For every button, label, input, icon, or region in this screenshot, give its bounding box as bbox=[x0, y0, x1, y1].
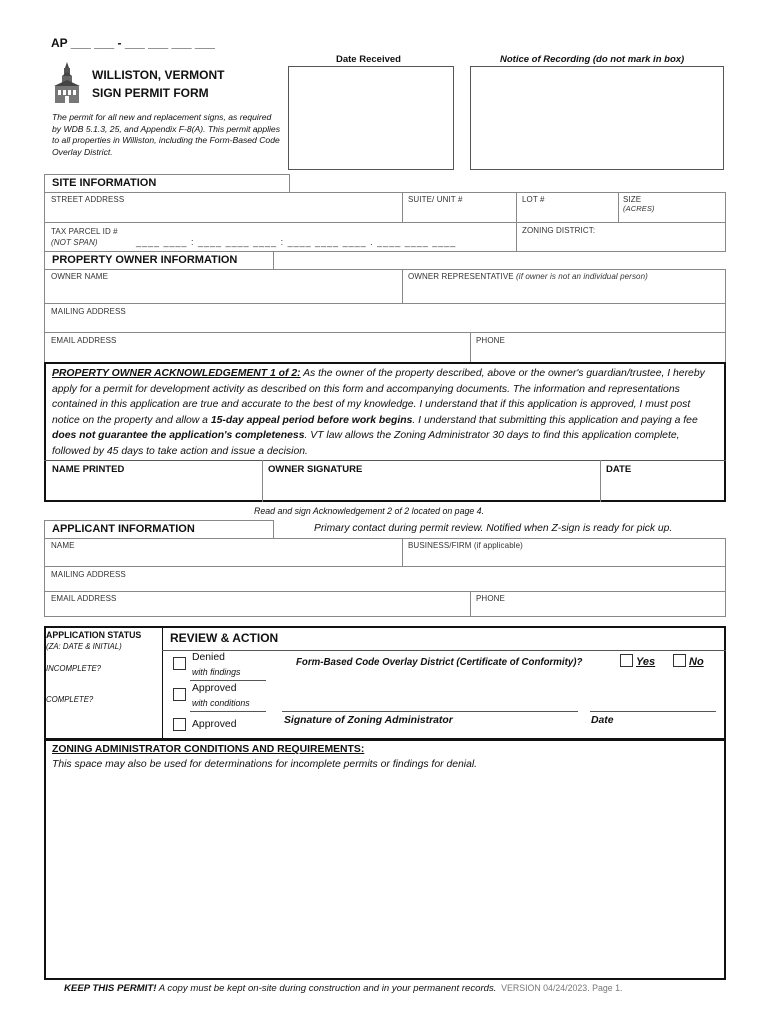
keep-permit-label: KEEP THIS PERMIT! bbox=[64, 983, 157, 994]
denied-checkbox[interactable] bbox=[173, 657, 186, 670]
fbc-no-checkbox[interactable] bbox=[673, 654, 686, 667]
applicant-email-field[interactable]: EMAIL ADDRESS bbox=[51, 594, 117, 603]
version-label: VERSION 04/24/2023. Page 1. bbox=[501, 983, 623, 993]
owner-mailing-field[interactable]: MAILING ADDRESS bbox=[51, 307, 126, 316]
complete-label[interactable]: COMPLETE? bbox=[46, 695, 94, 704]
date-received-label: Date Received bbox=[336, 54, 401, 65]
applicant-phone-field[interactable]: PHONE bbox=[476, 594, 505, 603]
ack-title: PROPERTY OWNER ACKNOWLEDGEMENT 1 of 2: bbox=[52, 368, 301, 379]
acknowledgement-text: PROPERTY OWNER ACKNOWLEDGEMENT 1 of 2: As the owner of the property described, above or the owner's guardian/trustee, I hereby apply for a permit for development activity as described on this form and accompanying documents. The information and representations contained in this application are true and accurate to the best of my knowledge. I understand that if this application is approved, I must post notice on the property and allow a 15-day appeal period before work begins. I understand that submitting this application and paying a fee does not guarantee the application's completeness. VT law allows the Zoning Administrator 30 days to find this application complete, followed by 45 days to take action and issue a decision. bbox=[52, 368, 705, 457]
approved-label: Approved bbox=[192, 683, 237, 694]
owner-info-title: PROPERTY OWNER INFORMATION bbox=[52, 254, 238, 266]
zoning-district-field[interactable]: ZONING DISTRICT: bbox=[522, 226, 596, 235]
ack-date-field[interactable]: DATE bbox=[606, 464, 632, 475]
form-title: SIGN PERMIT FORM bbox=[92, 86, 209, 100]
review-action-title: REVIEW & ACTION bbox=[170, 631, 279, 645]
lot-number-field[interactable]: LOT # bbox=[522, 195, 545, 204]
size-unit-label: (ACRES) bbox=[623, 204, 655, 213]
suite-unit-field[interactable]: SUITE/ UNIT # bbox=[408, 195, 463, 204]
owner-email-field[interactable]: EMAIL ADDRESS bbox=[51, 336, 117, 345]
ack-page4-note: Read and sign Acknowledgement 2 of 2 located on page 4. bbox=[254, 506, 485, 516]
tax-parcel-label: TAX PARCEL ID # bbox=[51, 227, 118, 236]
owner-name-field[interactable]: OWNER NAME bbox=[51, 272, 108, 281]
application-status-sub: (ZA: DATE & INITIAL) bbox=[46, 642, 122, 651]
with-conditions-label: with conditions bbox=[192, 698, 250, 708]
applicant-info-title: APPLICANT INFORMATION bbox=[52, 523, 195, 535]
applicant-contact-note: Primary contact during permit review. Notified when Z-sign is ready for pick up. bbox=[314, 523, 673, 534]
approved-conditions-checkbox[interactable] bbox=[173, 688, 186, 701]
fbc-yes-label: Yes bbox=[636, 656, 656, 668]
applicant-mailing-field[interactable]: MAILING ADDRESS bbox=[51, 570, 126, 579]
not-span-label: (NOT SPAN) bbox=[51, 238, 98, 247]
owner-info-grid bbox=[44, 269, 726, 363]
conditions-box[interactable] bbox=[44, 739, 726, 980]
approved-plain-label: Approved bbox=[192, 719, 237, 730]
site-info-title: SITE INFORMATION bbox=[52, 177, 157, 189]
applicant-info-grid bbox=[44, 538, 726, 617]
with-findings-label: with findings bbox=[192, 667, 241, 677]
town-hall-logo-icon bbox=[52, 62, 82, 104]
applicant-name-field[interactable]: NAME bbox=[51, 541, 75, 550]
owner-phone-field[interactable]: PHONE bbox=[476, 336, 505, 345]
fbc-no-label: No bbox=[689, 656, 704, 668]
incomplete-label[interactable]: INCOMPLETE? bbox=[46, 664, 102, 673]
owner-signature-field[interactable]: OWNER SIGNATURE bbox=[268, 464, 363, 475]
intro-text: The permit for all new and replacement signs, as required by WDB 5.1.3, 25, and Appendix F-8(A). This permit applies to all properties in Williston, including the Form-Based Code Overlay District. bbox=[52, 112, 280, 157]
za-signature-field[interactable]: Signature of Zoning Administrator bbox=[284, 715, 453, 726]
denied-label: Denied bbox=[192, 652, 225, 663]
owner-representative-field[interactable] bbox=[408, 272, 648, 281]
footer-note: KEEP THIS PERMIT! A copy must be kept on-site during construction and in your permanent records. VERSION 04/24/2023. Page 1. bbox=[64, 983, 623, 994]
tax-parcel-id-field[interactable]: ____ ____ : ____ ____ ____ : ____ ____ ____ . ____ ____ ____ bbox=[136, 237, 457, 247]
date-received-box[interactable] bbox=[288, 66, 454, 170]
applicant-business-field[interactable]: BUSINESS/FIRM (if applicable) bbox=[408, 541, 523, 550]
street-address-field[interactable]: STREET ADDRESS bbox=[51, 195, 125, 204]
fbc-question: Form-Based Code Overlay District (Certificate of Conformity)? bbox=[296, 657, 583, 668]
notice-of-recording-box bbox=[470, 66, 724, 170]
ap-number-label: AP ___ ___ - ___ ___ ___ ___ bbox=[51, 36, 215, 50]
application-status-title: APPLICATION STATUS bbox=[46, 630, 142, 640]
owner-rep-label: OWNER REPRESENTATIVE bbox=[408, 272, 514, 281]
name-printed-field[interactable]: NAME PRINTED bbox=[52, 464, 125, 475]
owner-rep-note: (if owner is not an individual person) bbox=[516, 272, 648, 281]
notice-of-recording-label: Notice of Recording (do not mark in box) bbox=[500, 54, 685, 65]
conditions-sub: This space may also be used for determinations for incomplete permits or findings for denial. bbox=[52, 759, 478, 770]
fbc-yes-checkbox[interactable] bbox=[620, 654, 633, 667]
approved-checkbox[interactable] bbox=[173, 718, 186, 731]
za-date-field[interactable]: Date bbox=[591, 715, 614, 726]
town-name: WILLISTON, VERMONT bbox=[92, 68, 225, 82]
conditions-title: ZONING ADMINISTRATOR CONDITIONS AND REQUIREMENTS: bbox=[52, 744, 365, 755]
size-field[interactable]: SIZE bbox=[623, 195, 642, 204]
